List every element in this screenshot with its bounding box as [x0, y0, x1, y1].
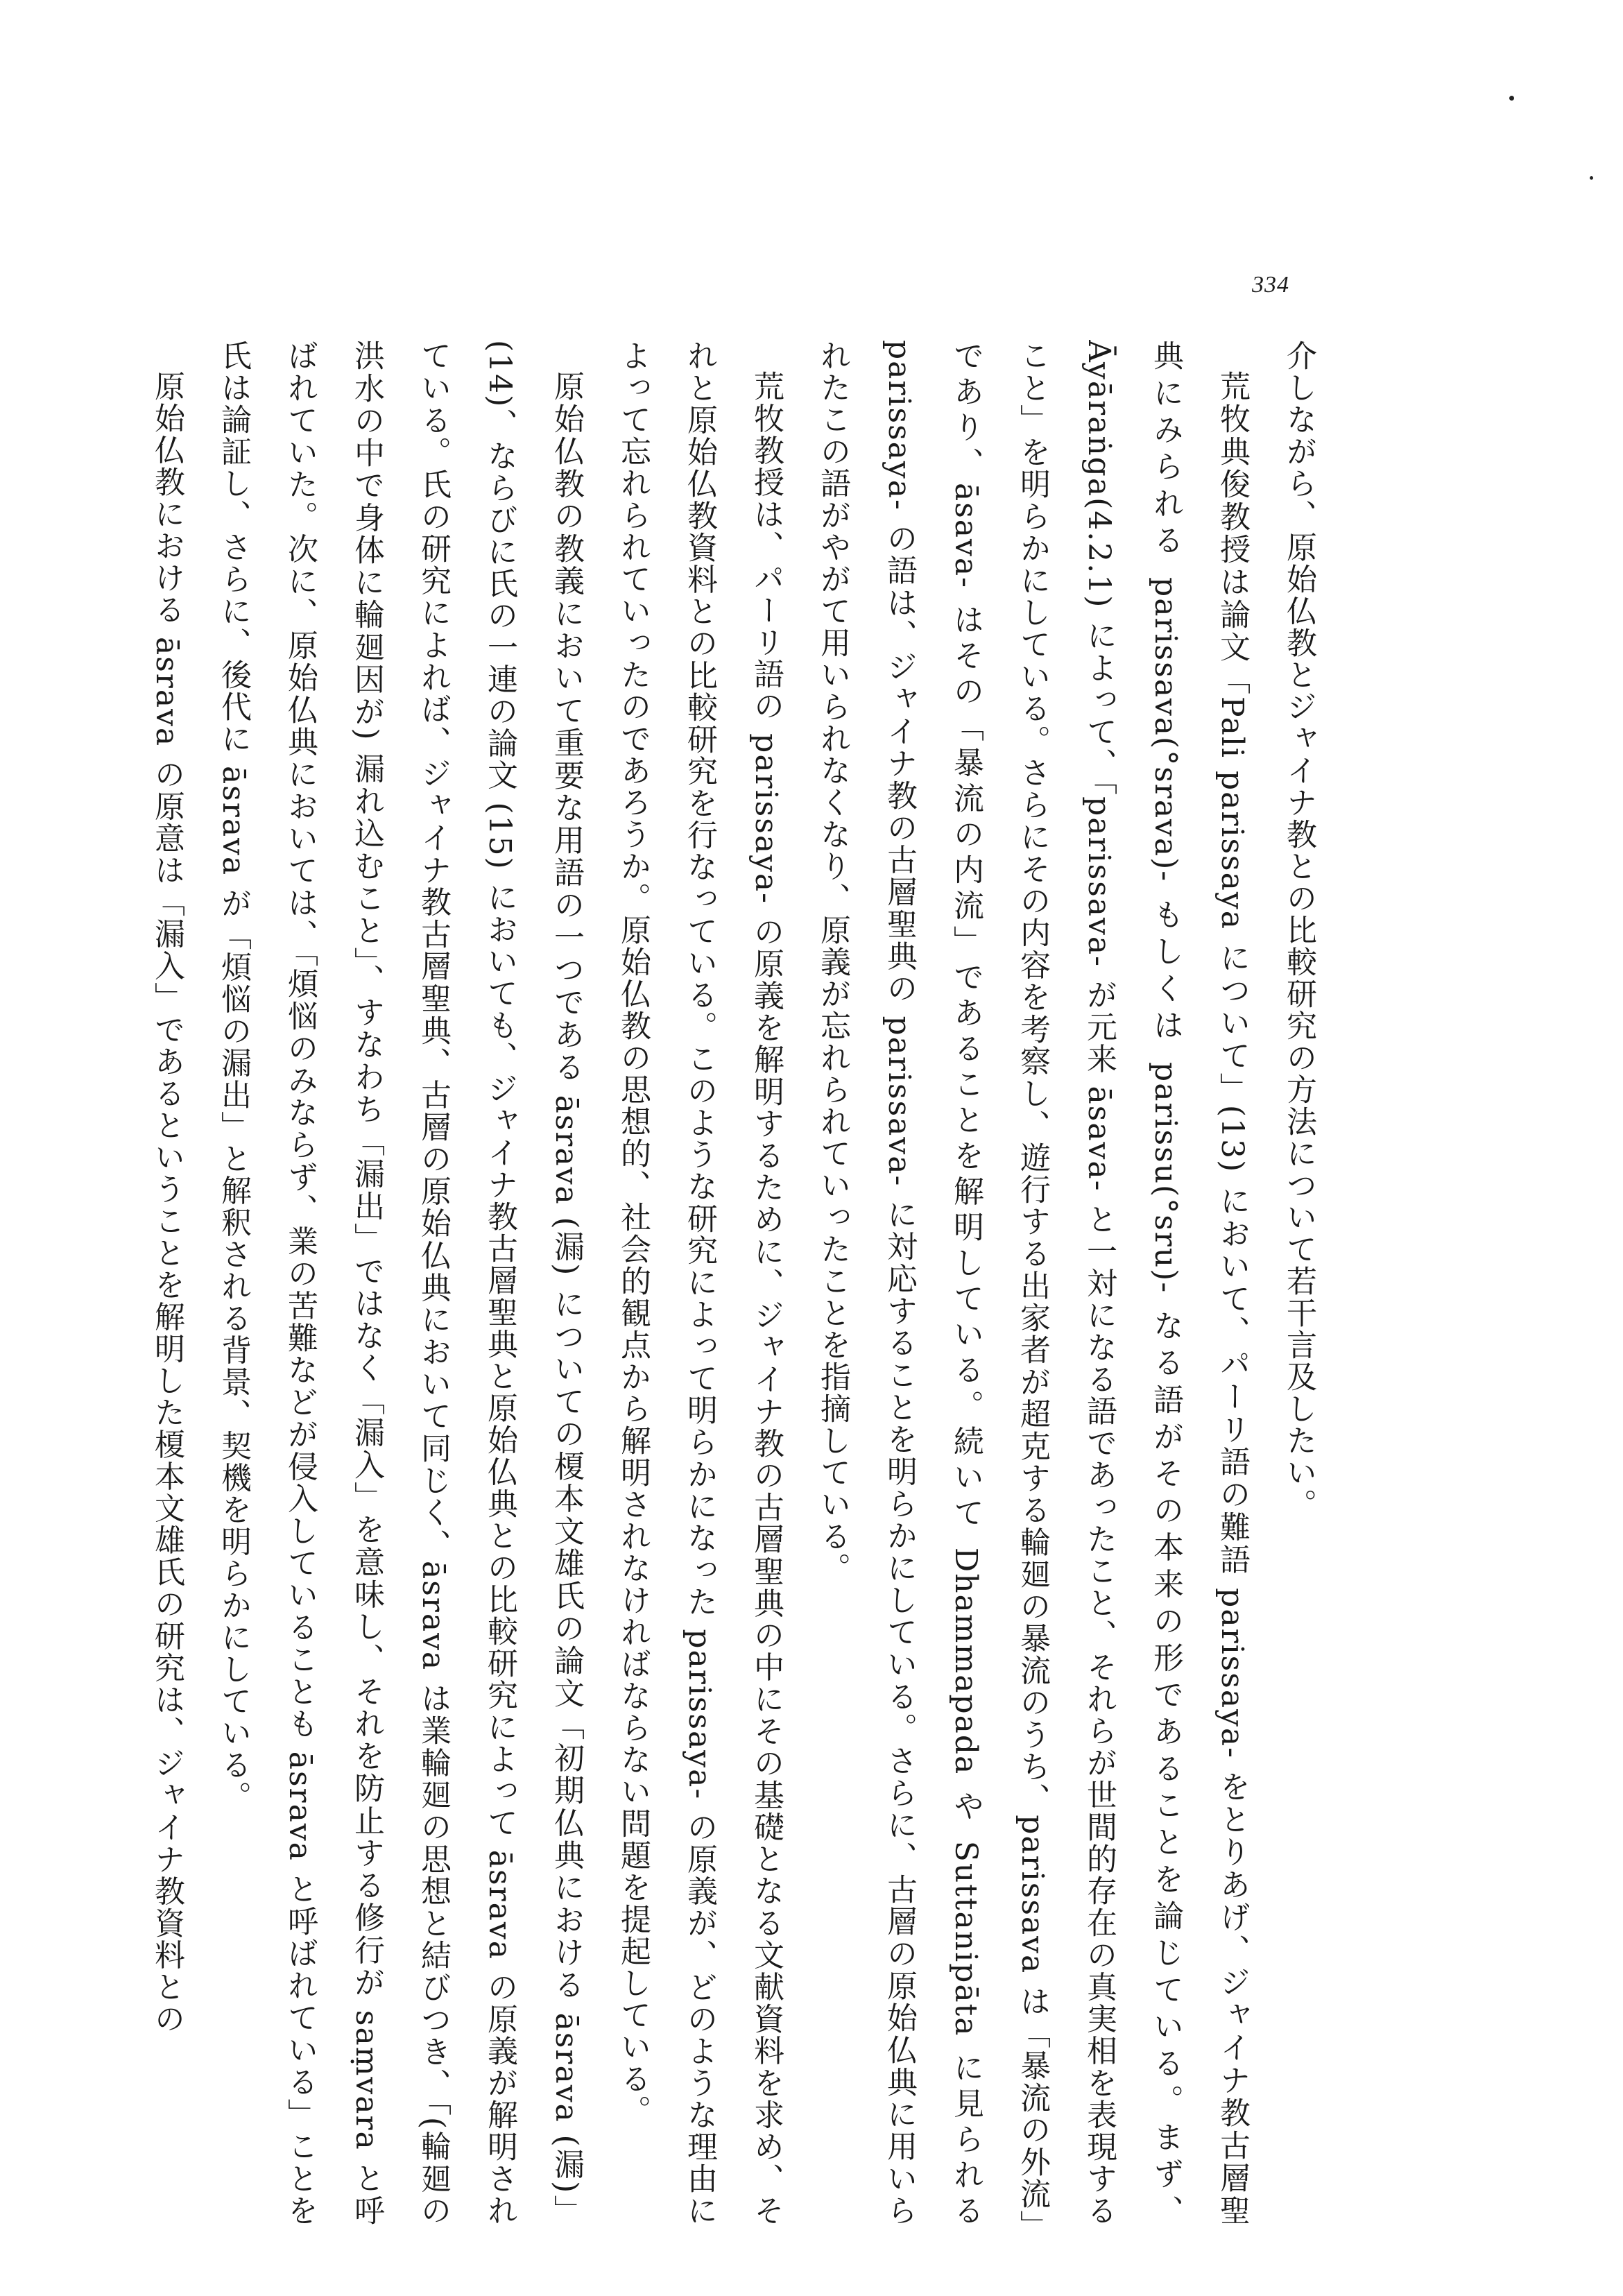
scan-speck — [1590, 176, 1593, 180]
paragraph-3: 荒牧教授は、パーリ語の parissaya- の原義を解明するために、ジャイナ教の古層聖典の中にその基礎となる文献資料を求め、それと原始仏教資料との比較研究を行なっている。このような研究によって明らかになった parissaya- の原義が、どのような理由によって忘れられていったのであろうか。原始仏教の思想的、社会的観点から解明されなければならない問題を提起している。 — [615, 340, 784, 2227]
paragraph-5: 原始仏教における āsrava の原意は「漏入」であるということを解明した榎本文雄氏の研究は、ジャイナ教資料との — [149, 370, 184, 2035]
paragraph-4: 原始仏教の教義において重要な用語の一つである āsrava (漏) についての榎本文雄氏の論文「初期仏典における āsrava (漏)」(14)、ならびに氏の一連の論文 (15) においても、ジャイナ教古層聖典と原始仏典との比較研究によって āsrava の原義が解明されている。氏の研究によれば、ジャイナ教古層聖典、古層の原始仏典において同じく、āsrava は業輪廻の思想と結びつき、「(輪廻の洪水の中で身体に輪廻因が) 漏れ込むこと」、すなわち「漏出」ではなく「漏入」を意味し、それを防止する修行が saṃvara と呼ばれていた。次に、原始仏典においては、「煩悩のみならず、業の苦難などが侵入していることも āsrava と呼ばれている」ことを氏は論証し、さらに、後代に āsrava が「煩悩の漏出」と解釈される背景、契機を明らかにしている。 — [216, 340, 584, 2227]
body-text — [139, 340, 1332, 2227]
scan-speck — [1509, 96, 1514, 101]
page-number: 334 — [1252, 272, 1289, 298]
paragraph-2: 荒牧典俊教授は論文「Pali parissaya について」(13) において、パーリ語の難語 parissaya- をとりあげ、ジャイナ教古層聖典にみられる parissava(°srava)- もしくは parissu(°sru)- なる語がその本来の形であることを論じている。まず、Āyāraṅga(4.2.1) によって、「parissava- が元来 āsava- と一対になる語であったこと、それらが世間的存在の真実相を表現すること」を明らかにしている。さらにその内容を考察し、遊行する出家者が超克する輪廻の暴流のうち、parissava は「暴流の外流」であり、āsava- はその「暴流の内流」であることを解明している。続いて Dhammapada や Suttanipāta に見られる parissaya- の語は、ジャイナ教の古層聖典の parissava- に対応することを明らかにしている。さらに、古層の原始仏典に用いられたこの語がやがて用いられなくなり、原義が忘れられていったことを指摘している。 — [815, 340, 1250, 2227]
paragraph-1: 介しながら、原始仏教とジャイナ教との比較研究の方法について若干言及したい。 — [1281, 340, 1316, 1520]
